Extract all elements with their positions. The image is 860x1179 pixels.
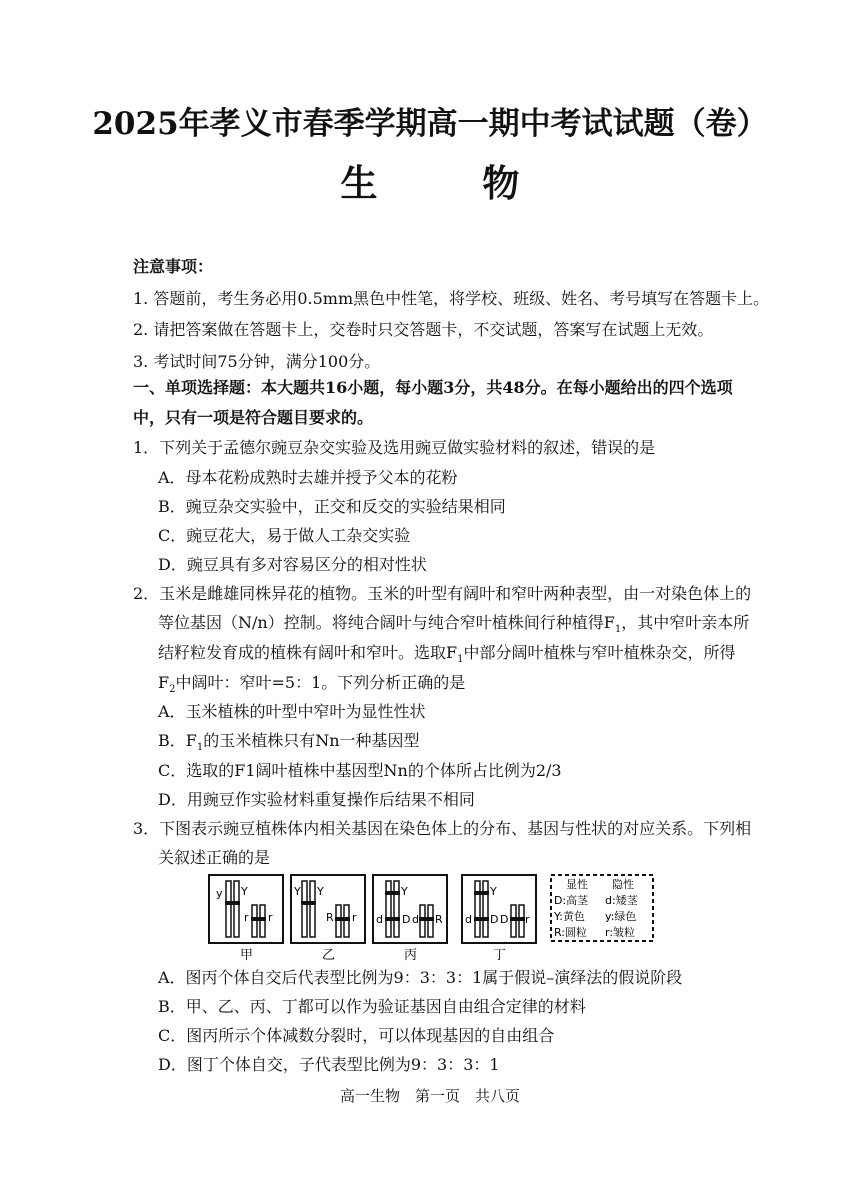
q3-option-a: A．图丙个体自交后代表型比例为9：3：3：1属于假说–演绎法的假说阶段 [158,968,683,987]
q2-stem-line3-a: 结籽粒发育成的植株有阔叶和窄叶。选取F [158,643,458,662]
q2-stem-line4 [158,673,465,700]
q2-stem-line2-tail: ，其中窄叶亲本所 [621,613,750,632]
q3-option-b: B．甲、乙、丙、丁都可以作为验证基因自由组合定律的材料 [158,997,586,1016]
subject-title: 生 物 [340,161,566,205]
exam-title: 2025年孝义市春季学期高一期中考试试题（卷） [92,106,768,142]
gene-ding-5: r [525,913,530,926]
legend-header-dominant: 显性 [566,878,588,891]
q1-option-d: D．豌豆具有多对容易区分的相对性状 [158,555,427,574]
legend-row3-dominant: R:圆粒 [554,926,588,939]
panel-label-bing: 丙 [404,948,418,963]
q3-stem-line1: 3．下图表示豌豆植株体内相关基因在染色体上的分布、基因与性状的对应关系。下列相 [133,819,752,838]
gene-jia-3: r [244,911,249,924]
q2-stem-line3-b: 中部分阔叶植株与窄叶植株杂交，所得 [463,643,736,662]
notice-item-3: 3. 考试时间75分钟，满分100分。 [133,352,381,371]
section1-heading-line1: 一、单项选择题：本大题共16小题，每小题3分，共48分。在每小题给出的四个选项 [133,378,733,397]
q1-stem: 1．下列关于孟德尔豌豆杂交实验及选用豌豆做实验材料的叙述，错误的是 [133,438,656,457]
legend-row3-recessive: r:皱粒 [605,926,636,939]
q3-option-d: D．图丁个体自交，子代表型比例为9：3：3：1 [158,1055,500,1074]
gene-bing-4: d [412,913,419,926]
gene-yi-2: Y [317,885,324,898]
legend-row2-dominant: Y:黄色 [554,910,585,923]
q2-stem-line3 [158,643,736,670]
q2-stem-line4-b: 中阔叶：窄叶=5：1。下列分析正确的是 [175,673,466,692]
gene-legend [551,875,653,941]
q1-option-b: B．豌豆杂交实验中，正交和反交的实验结果相同 [158,497,506,516]
gene-bing-5: R [435,913,443,926]
gene-jia-4: r [268,911,273,924]
q2-stem-line1: 2．玉米是雌雄同株异花的植物。玉米的叶型有阔叶和窄叶两种表型，由一对染色体上的 [133,584,752,603]
panel-bing [373,875,447,943]
q2-stem-line2 [158,613,749,640]
q2-option-d: D．用豌豆作实验材料重复操作后结果不相同 [158,790,475,809]
chromosome-figure [208,873,656,963]
q2-option-c: C．选取的F1阔叶植株中基因型Nn的个体所占比例为2/3 [158,761,562,780]
section1-heading-line2: 中，只有一项是符合题目要求的。 [133,408,374,427]
q3-option-c: C．图丙所示个体减数分裂时，可以体现基因的自由组合 [158,1026,555,1045]
gene-bing-3: D [402,913,411,926]
gene-bing-2: d [376,913,383,926]
q2-option-b [158,731,420,758]
q2-stem-line2-text: 等位基因（N/n）控制。将纯合阔叶与纯合窄叶植株间行种植得F [158,613,615,632]
q2-stem-line2-sub: 1 [614,624,622,636]
notice-item-1: 1. 答题前，考生务必用0.5mm黑色中性笔，将学校、班级、姓名、考号填写在答题卡上。 [133,289,770,308]
page-footer: 高一生物 第一页 共八页 [339,1087,520,1105]
legend-header-recessive: 隐性 [612,878,634,891]
panel-yi [291,875,365,943]
legend-row2-recessive: y:绿色 [605,910,637,923]
q3-stem-line2: 关叙述正确的是 [158,848,271,867]
gene-yi-4: r [352,911,357,924]
gene-bing-1: Y [401,885,408,898]
panel-label-yi: 乙 [322,948,336,963]
legend-row1-dominant: D:高茎 [554,894,589,907]
legend-row1-recessive: d:矮茎 [605,894,638,907]
q2-option-b-pre: B．F [158,731,197,750]
gene-ding-4: D [500,913,509,926]
panel-jia [209,875,283,943]
gene-ding-1: Y [490,885,497,898]
gene-jia-1: y [216,887,223,900]
q2-stem-line4-a: F [158,673,170,692]
panel-label-jia: 甲 [240,948,254,963]
gene-ding-3: D [490,913,499,926]
q2-stem-line3-sub: 1 [457,654,464,666]
q1-option-c: C．豌豆花大，易于做人工杂交实验 [158,526,411,545]
gene-yi-1: Y [294,885,301,898]
q2-option-b-post: 的玉米植株只有Nn一种基因型 [203,731,420,750]
panel-label-ding: 丁 [493,948,507,963]
gene-jia-2: Y [241,885,248,898]
q2-option-a: A．玉米植株的叶型中窄叶为显性性状 [158,702,426,721]
q2-option-b-sub: 1 [196,742,204,754]
notice-item-2: 2. 请把答案做在答题卡上，交卷时只交答题卡，不交试题，答案写在试题上无效。 [133,320,714,339]
q2-stem-line4-sub: 2 [169,684,176,696]
gene-yi-3: R [326,911,334,924]
gene-ding-2: d [465,913,472,926]
q1-option-a: A．母本花粉成熟时去雄并授予父本的花粉 [158,468,458,487]
panel-ding [462,875,536,943]
notice-heading: 注意事项： [133,257,214,276]
